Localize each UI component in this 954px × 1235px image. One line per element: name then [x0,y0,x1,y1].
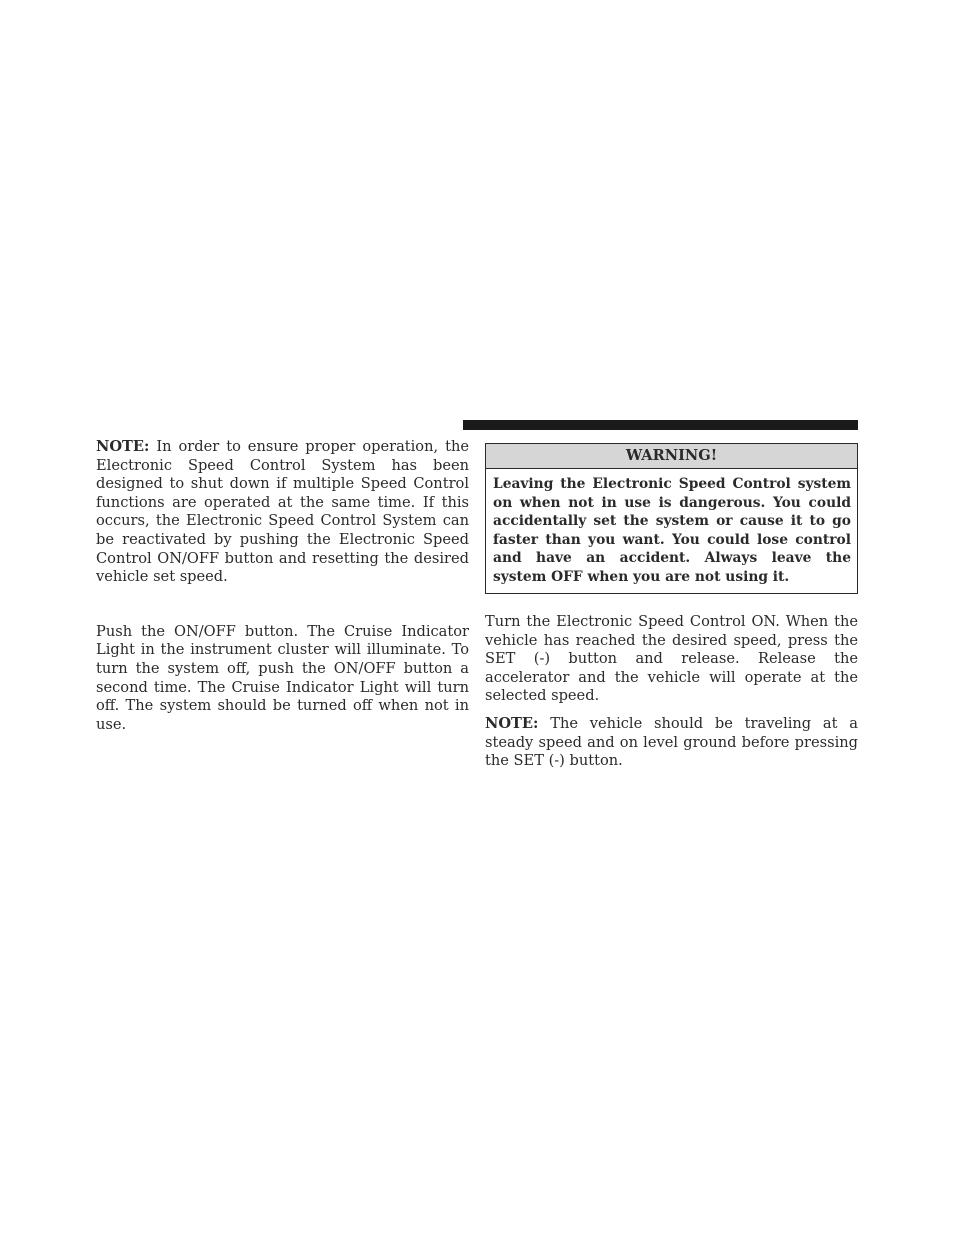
right-column [485,613,858,771]
note-paragraph-2 [485,715,858,771]
note-label-2: NOTE: [485,714,539,732]
warning-title: WARNING! [486,444,857,469]
warning-text: Leaving the Electronic Speed Control system on when not in use is dangerous. You could accidentally set the system or cause it to go faster than you want. You could lose control and have an accident. Always leave the system OFF when you are not using it. [493,476,851,585]
note-text: In order to ensure proper operation, the Electronic Speed Control System has been designed to shut down if multiple Speed Control functions are operated at the same time. If this occurs, the Electronic Speed Control System can be reactivated by pushing the Electronic Speed Control ON/OFF button and resetting the desired vehicle set speed. [96,438,469,586]
warning-box [485,443,858,594]
left-column [96,438,469,734]
note-paragraph [96,438,469,587]
set-speed-paragraph: Turn the Electronic Speed Control ON. When the vehicle has reached the desired speed, press the SET (-) button and release. Release the accelerator and the vehicle will operate at the selected speed. [485,613,858,705]
note-label: NOTE: [96,438,150,455]
section-rule [463,420,858,430]
on-off-paragraph: Push the ON/OFF button. The Cruise Indicator Light in the instrument cluster will illuminate. To turn the system off, push the ON/OFF button a second time. The Cruise Indicator Light will turn off. The system should be turned off when not in use. [96,622,469,733]
note-text-2: The vehicle should be traveling at a steady speed and on level ground before pressing the SET (-) button. [485,714,858,770]
